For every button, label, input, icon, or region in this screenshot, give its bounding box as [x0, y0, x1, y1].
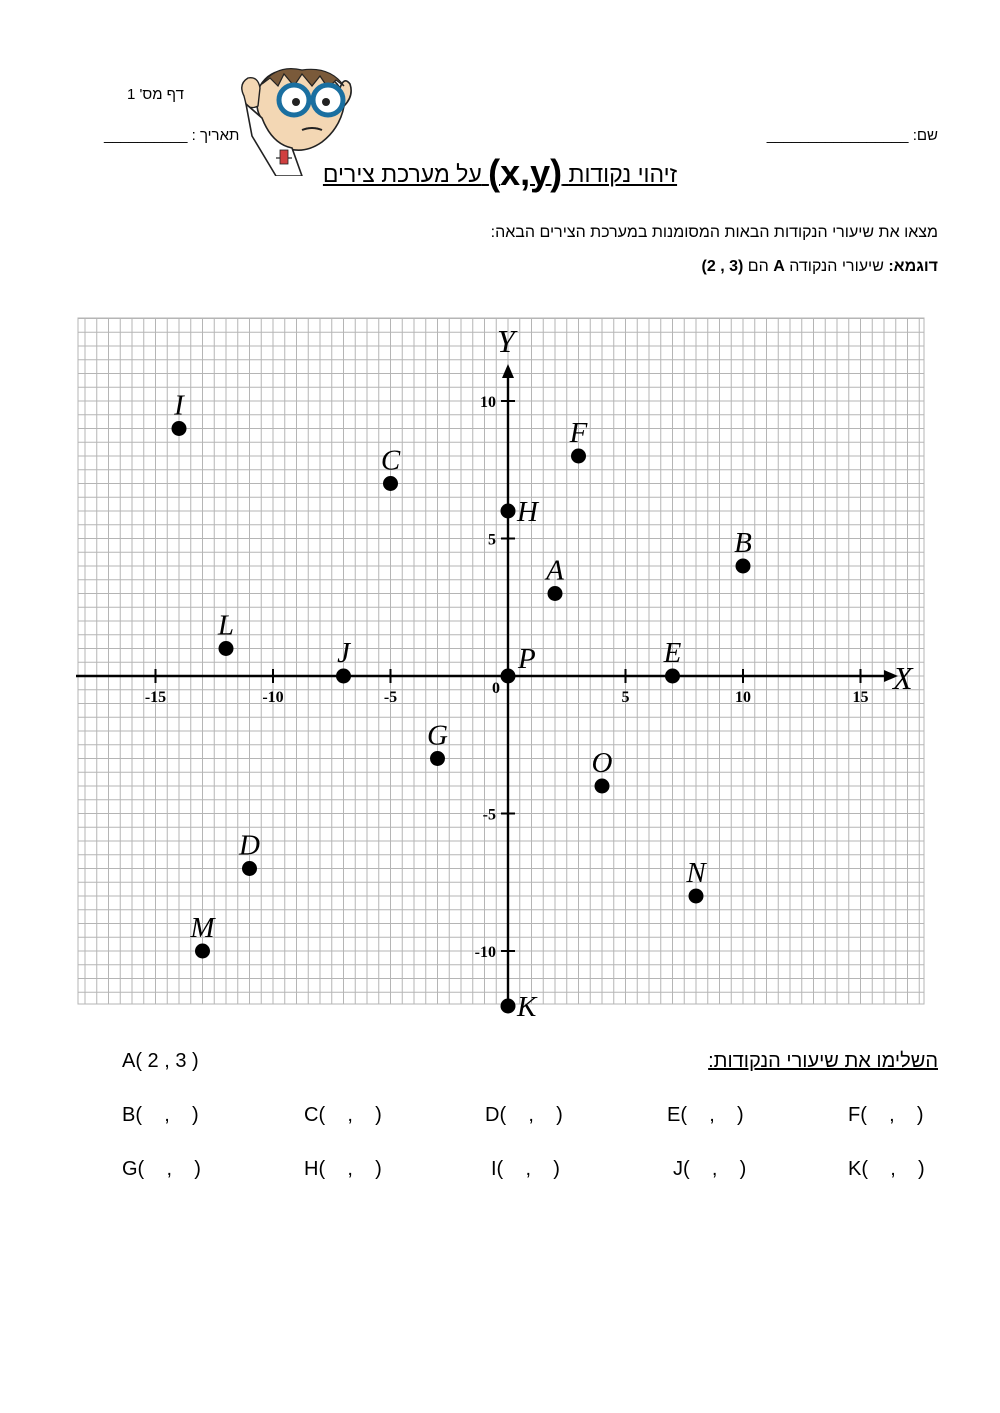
- answer-b[interactable]: B( , ): [122, 1104, 199, 1126]
- y-axis-label: Y: [497, 323, 515, 359]
- answer-given-a: A( 2 , 3 ): [122, 1050, 199, 1072]
- point-p-marker: [501, 669, 516, 684]
- y-tick-label: -5: [482, 806, 496, 824]
- point-e-label: E: [663, 637, 682, 669]
- name-field[interactable]: [767, 127, 938, 144]
- name-label: שם:: [912, 127, 938, 144]
- example-label: דוגמא:: [888, 258, 938, 275]
- point-h-label: H: [517, 496, 538, 528]
- example-text: [702, 258, 938, 276]
- y-tick-label: 10: [480, 394, 496, 411]
- point-c-label: C: [380, 444, 401, 477]
- x-tick-label: 10: [735, 689, 751, 706]
- point-d-label: D: [239, 829, 260, 862]
- point-i-label: I: [174, 389, 184, 422]
- answers-section: [0, 1046, 1000, 1206]
- answer-h[interactable]: H( , ): [304, 1158, 382, 1180]
- point-m-marker: [195, 944, 210, 959]
- answer-c[interactable]: C( , ): [304, 1104, 382, 1126]
- answer-j[interactable]: J( , ): [673, 1158, 747, 1180]
- y-axis-arrow: [502, 364, 514, 378]
- point-g-marker: [430, 751, 445, 766]
- x-tick-label: -10: [262, 689, 284, 706]
- point-d-marker: [242, 861, 257, 876]
- point-h-marker: [501, 504, 516, 519]
- origin-label: 0: [492, 680, 500, 697]
- point-b-label: B: [734, 527, 752, 559]
- point-k-label: K: [517, 991, 537, 1023]
- point-a-label: A: [546, 554, 564, 587]
- answer-g[interactable]: G( , ): [122, 1158, 201, 1180]
- point-p-label: P: [518, 643, 536, 675]
- x-tick-label: -5: [383, 689, 398, 706]
- x-axis-label: X: [893, 660, 913, 696]
- point-o-marker: [595, 779, 610, 794]
- point-l-label: L: [217, 609, 235, 642]
- point-m-label: M: [190, 912, 215, 944]
- point-j-label: J: [337, 637, 350, 669]
- point-f-marker: [571, 449, 586, 464]
- date-label: תאריך :: [191, 127, 240, 144]
- x-tick-label: 15: [852, 689, 869, 706]
- title-suffix: על מערכת צירים: [322, 161, 482, 187]
- point-j-marker: [336, 669, 351, 684]
- grid-border: [78, 318, 924, 1004]
- example-point: A: [773, 258, 785, 275]
- axes: [76, 323, 914, 1010]
- coordinate-plane-chart: [0, 300, 1000, 1030]
- point-c-marker: [383, 476, 398, 491]
- point-k-marker: [501, 999, 516, 1014]
- point-a-marker: [548, 586, 563, 601]
- date-field[interactable]: [104, 127, 239, 144]
- answers-title: השלימו את שיעורי הנקודות:: [708, 1050, 938, 1072]
- point-n-label: N: [686, 857, 706, 889]
- example-coords: (2 , 3): [701, 258, 744, 275]
- answer-e[interactable]: E( , ): [667, 1104, 744, 1126]
- title-prefix: זיהוי נקודות: [568, 161, 678, 187]
- name-blank[interactable]: _________________: [766, 127, 909, 144]
- points: [172, 390, 753, 1024]
- point-f-label: F: [569, 417, 588, 449]
- answer-i[interactable]: I( , ): [491, 1158, 560, 1180]
- y-tick-label: -10: [474, 944, 496, 961]
- point-e-marker: [665, 669, 680, 684]
- x-tick-label: -15: [144, 689, 167, 706]
- point-n-marker: [689, 889, 704, 904]
- point-l-marker: [219, 641, 234, 656]
- worksheet-title: [0, 152, 1000, 194]
- title-xy: (x,y): [488, 152, 563, 193]
- sheet-number-label: דף מס' 1: [127, 86, 184, 103]
- date-blank[interactable]: __________: [104, 127, 188, 144]
- point-g-label: G: [427, 719, 448, 752]
- y-tick-label: 5: [488, 531, 496, 549]
- grid: [78, 318, 924, 1004]
- example-text-after: הם: [747, 258, 769, 275]
- point-b-marker: [736, 559, 751, 574]
- answer-f[interactable]: F( , ): [848, 1104, 924, 1126]
- x-tick-label: 5: [621, 689, 630, 706]
- instruction-text: מצאו את שיעורי הנקודות הבאות המסומנות במערכת הצירים הבאה:: [490, 224, 938, 241]
- point-i-marker: [172, 421, 187, 436]
- answer-k[interactable]: K( , ): [848, 1158, 925, 1180]
- example-text-before: שיעורי הנקודה: [789, 258, 884, 275]
- point-o-label: O: [591, 747, 613, 779]
- answer-d[interactable]: D( , ): [485, 1104, 563, 1126]
